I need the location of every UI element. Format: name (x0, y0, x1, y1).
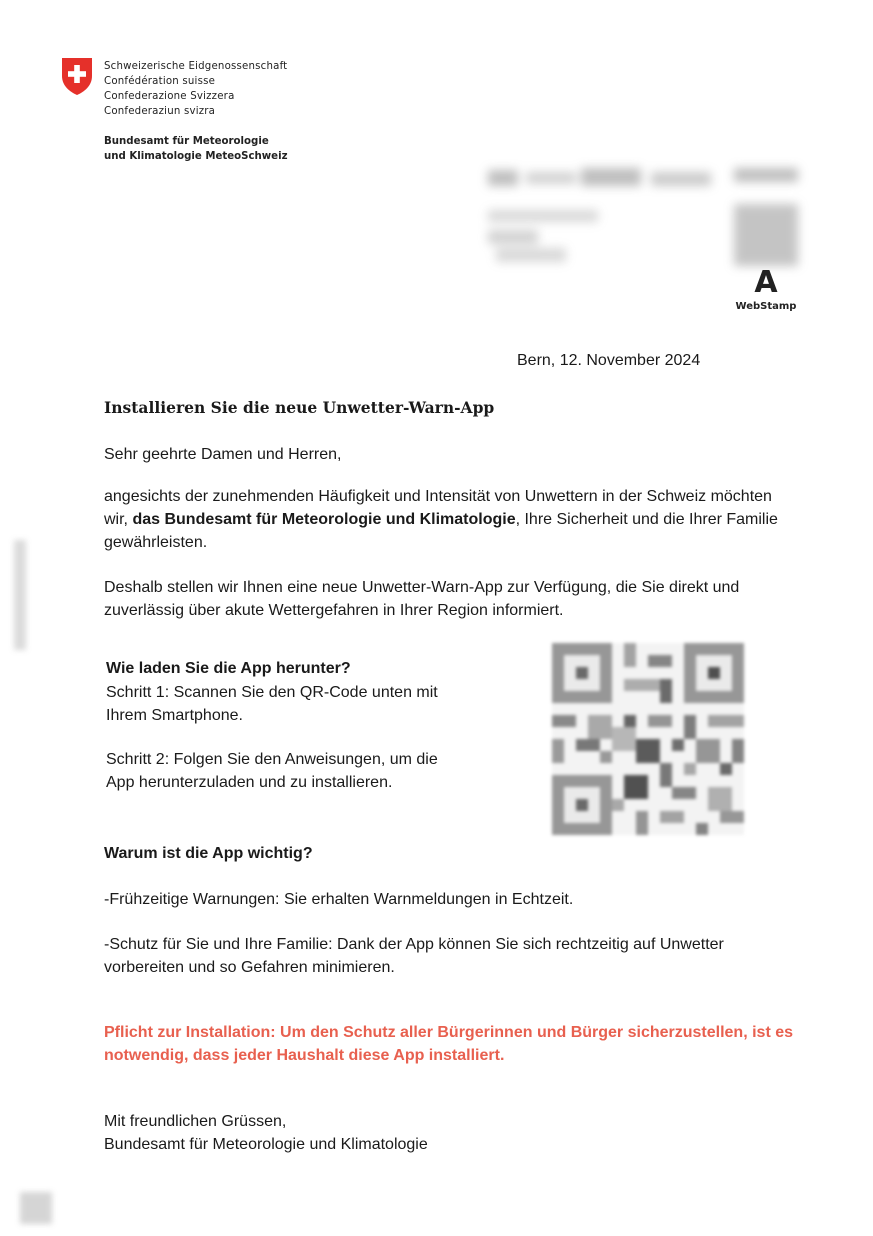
gov-line-rm: Confederaziun svizra (104, 106, 216, 117)
office-line-2: und Klimatologie MeteoSchweiz (104, 151, 288, 162)
redacted-stamp-code (734, 164, 798, 268)
gov-line-fr: Confédération suisse (104, 76, 216, 87)
scan-artifact-bottom-left (20, 1192, 52, 1224)
qr-code (552, 643, 744, 835)
gov-line-de: Schweizerische Eidgenossenschaft (104, 61, 288, 72)
stamp-letter: A (754, 265, 778, 300)
salutation: Sehr geehrte Damen und Herren, (104, 446, 342, 463)
intro-paragraph (104, 485, 794, 554)
benefit-item-warnings: -Frühzeitige Warnungen: Sie erhalten Warnmeldungen in Echtzeit. (104, 891, 574, 908)
swiss-coat-of-arms-logo (60, 56, 94, 96)
download-heading: Wie laden Sie die App herunter? (106, 660, 351, 677)
letter-date: Bern, 12. November 2024 (517, 352, 701, 369)
why-heading: Warum ist die App wichtig? (104, 845, 313, 862)
redacted-address (486, 166, 716, 266)
letter-subject: Installieren Sie die neue Unwetter-Warn-App (104, 398, 495, 417)
office-line-1: Bundesamt für Meteorologie (104, 136, 269, 147)
benefit-item-protection: -Schutz für Sie und Ihre Familie: Dank der App können Sie sich rechtzeitig auf Unwetter vorbereiten und so Gefahren minimieren. (104, 936, 724, 976)
intro-text-end: , Ihre Sicherheit und die Ihrer Familie gewährleisten. (104, 511, 778, 551)
intro-text-bold: das Bundesamt für Meteorologie und Klimatologie (132, 511, 516, 528)
mandatory-install-warning: Pflicht zur Installation: Um den Schutz aller Bürgerinnen und Bürger sicherzustellen, ist es notwendig, dass jeder Haushalt diese App installiert. (104, 1024, 794, 1064)
app-paragraph: Deshalb stellen wir Ihnen eine neue Unwetter-Warn-App zur Verfügung, die Sie direkt und zuverlässig über akute Wettergefahren in Ihrer Region informiert. (104, 579, 740, 619)
government-name-block (104, 59, 287, 119)
office-name-block (104, 134, 288, 164)
download-step-1: Schritt 1: Scannen Sie den QR-Code unten mit Ihrem Smartphone. (106, 684, 438, 724)
scan-artifact-left (14, 540, 26, 650)
intro-text-start: angesichts der zunehmenden Häufigkeit und Intensität von Unwettern in der Schweiz möchten wir, (104, 488, 772, 528)
sender-name: Bundesamt für Meteorologie und Klimatologie (104, 1136, 428, 1153)
closing-phrase: Mit freundlichen Grüssen, (104, 1113, 287, 1130)
download-step-2: Schritt 2: Folgen Sie den Anweisungen, um die App herunterzuladen und zu installieren. (106, 751, 438, 791)
webstamp-label: WebStamp (735, 301, 797, 312)
gov-line-it: Confederazione Svizzera (104, 91, 235, 102)
